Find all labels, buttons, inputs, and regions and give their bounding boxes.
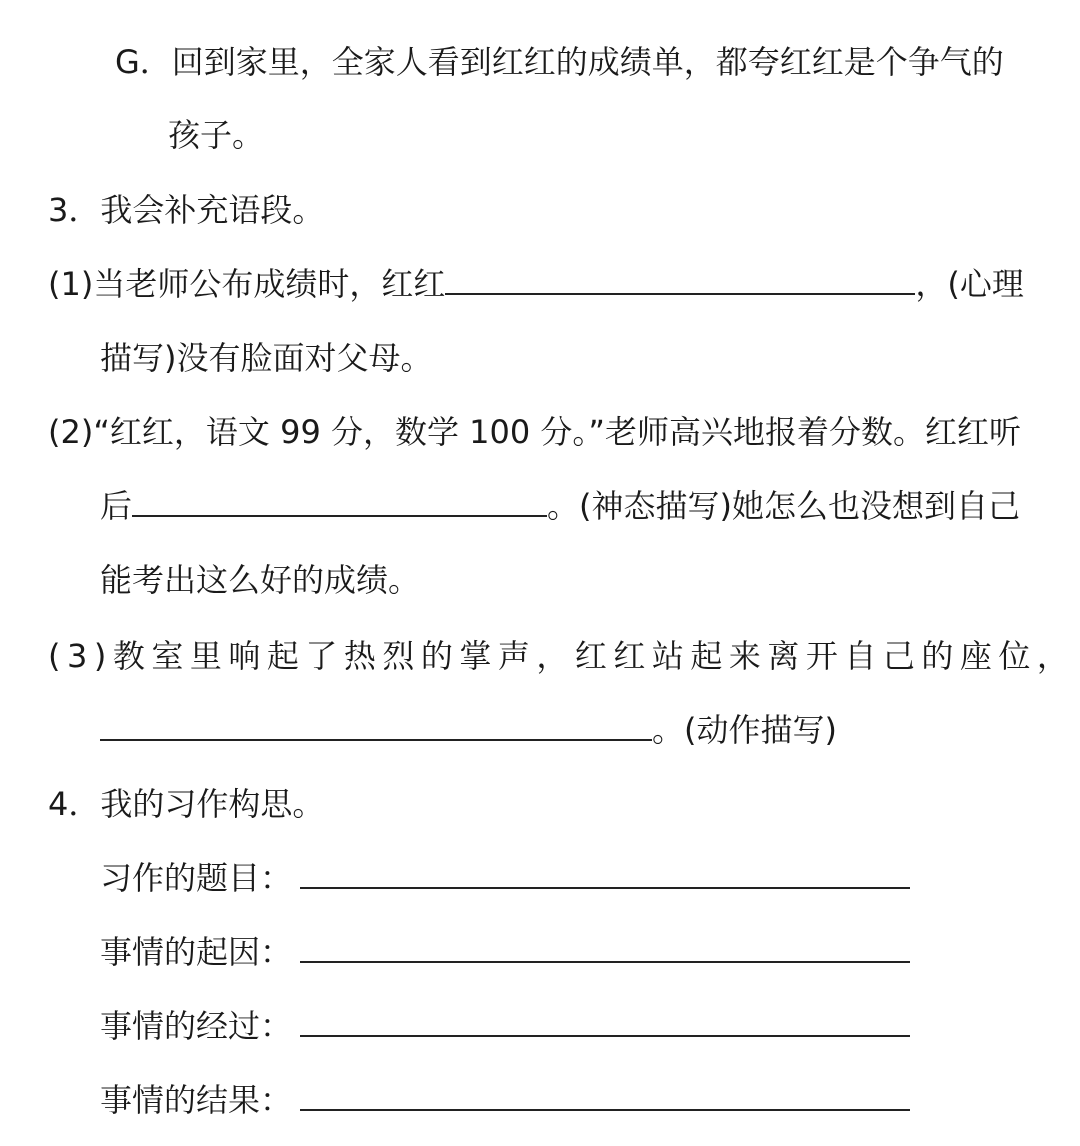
q4-field-title <box>100 858 910 898</box>
q3-s2-line1: (2)“红红，语文 99 分，数学 100 分。”老师高兴地报着分数。红红听 <box>48 413 1021 451</box>
option-g-line1: G．回到家里，全家人看到红红的成绩单，都夸红红是个争气的 <box>115 43 1004 81</box>
q4-field-blank[interactable] <box>300 1007 910 1037</box>
q3-s2-line3: 能考出这么好的成绩。 <box>100 561 421 599</box>
q3-s1-line2: 描写)没有脸面对父母。 <box>100 339 433 377</box>
q3-s2-line2 <box>100 486 1020 526</box>
q4-field-blank[interactable] <box>300 933 910 963</box>
q4-field-blank[interactable] <box>300 1081 910 1111</box>
q4-field-label: 习作的题目： <box>100 859 293 897</box>
q3-s3-after: 。(动作描写) <box>652 711 837 749</box>
q3-s3-line2 <box>100 710 837 750</box>
q4-field-cause <box>100 932 910 972</box>
q3-s2-before: 后 <box>100 487 133 525</box>
q3-s1-before: (1)当老师公布成绩时，红红 <box>48 265 446 303</box>
q4-field-blank[interactable] <box>300 859 910 889</box>
q4-field-label: 事情的经过： <box>100 1007 293 1045</box>
q4-field-process <box>100 1006 910 1046</box>
q3-s1-blank[interactable] <box>445 265 915 295</box>
q3-heading: 3．我会补充语段。 <box>48 191 325 229</box>
q3-s3-blank[interactable] <box>100 711 652 741</box>
q4-heading: 4．我的习作构思。 <box>48 785 325 823</box>
q3-s2-after: 。(神态描写)她怎么也没想到自己 <box>547 487 1020 525</box>
q3-s3-line1: (3)教室里响起了热烈的掌声，红红站起来离开自己的座位， <box>48 637 1076 675</box>
option-g-line2: 孩子。 <box>168 116 265 154</box>
q3-s2-blank[interactable] <box>132 487 547 517</box>
q4-field-result <box>100 1080 910 1120</box>
q4-field-label: 事情的结果： <box>100 1081 293 1119</box>
q3-s1-line1 <box>48 264 1024 304</box>
q3-s1-after: ，(心理 <box>915 265 1024 303</box>
q4-field-label: 事情的起因： <box>100 933 293 971</box>
